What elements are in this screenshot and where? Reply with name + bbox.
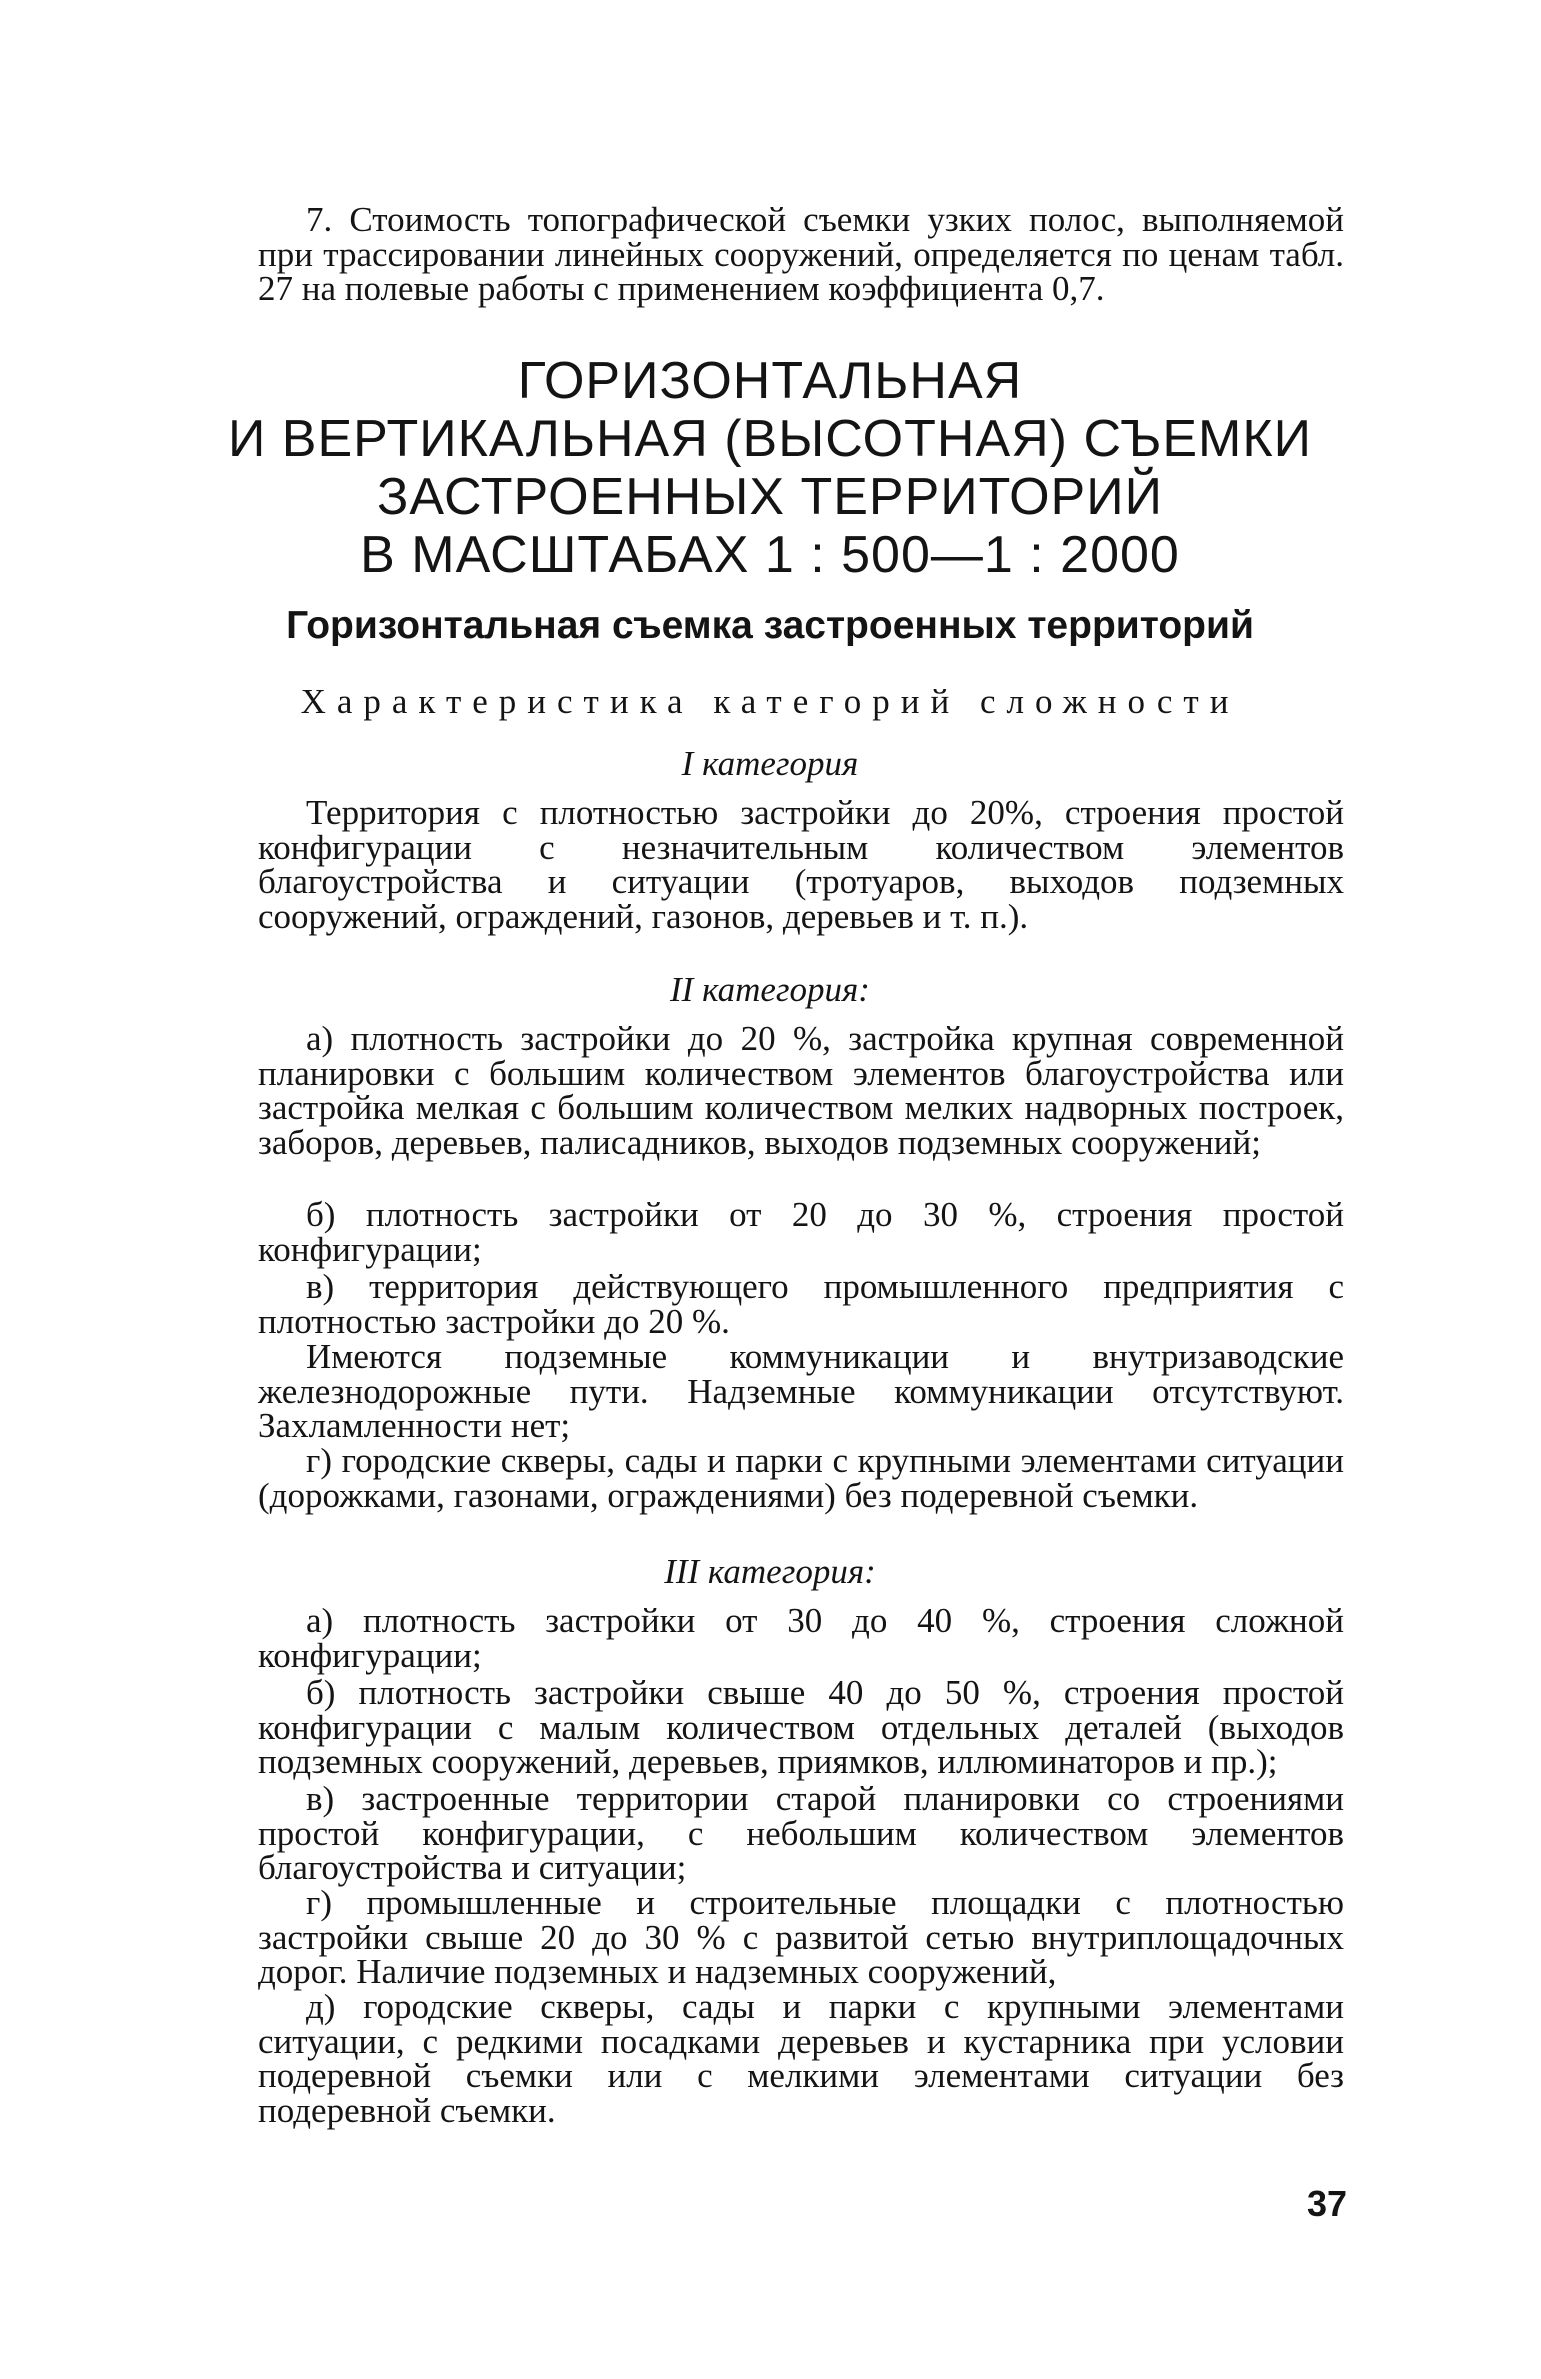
- main-title-line-3: ЗАСТРОЕННЫХ ТЕРРИТОРИЙ: [377, 468, 1163, 526]
- category-3-heading: III категория:: [664, 1552, 876, 1591]
- category-3-item-e: д) городские скверы, сады и парки с крупными элементами ситуации, с редкими посадками деревьев и кустарника при условии подеревной съемки или с мелкими элементами ситуации без подеревной съемки.: [258, 1987, 1344, 2130]
- intro-paragraph: 7. Стоимость топографической съемки узких полос, выполняемой при трассировании линейных сооружений, определяется по ценам табл. 27 на полевые работы с применением коэффициента 0,7.: [258, 200, 1344, 308]
- main-title-line-2: И ВЕРТИКАЛЬНАЯ (ВЫСОТНАЯ) СЪЕМКИ: [227, 410, 1313, 468]
- category-3-item-b: б) плотность застройки свыше 40 до 50 %, строения простой конфигурации с малым количеством отдельных деталей (выходов подземных сооружений, деревьев, приямков, иллюминаторов и пр.);: [258, 1673, 1344, 1781]
- main-title-line-1: ГОРИЗОНТАЛЬНАЯ: [517, 352, 1023, 410]
- category-1-text: Территория с плотностью застройки до 20%, строения простой конфигурации с незначительным количеством элементов благоустройства и ситуации (тротуаров, выходов подземных сооружений, ограждений, газонов, деревьев и т. п.).: [258, 793, 1344, 936]
- category-2-item-a: а) плотность застройки до 20 %, застройка крупная современной планировки с большим количеством элементов благоустройства или застройка мелкая с большим количеством мелких надворных построек, заборов, деревьев, палисадников, выходов подземных сооружений;: [258, 1019, 1344, 1162]
- category-1-heading: I категория: [681, 744, 859, 783]
- main-title-line-4: В МАСШТАБАХ 1 : 500—1 : 2000: [360, 526, 1180, 584]
- category-2-item-d: г) городские скверы, сады и парки с крупными элементами ситуации (дорожками, газонами, ограждениями) без подеревной съемки.: [258, 1441, 1344, 1515]
- subsection-title: Характеристика категорий сложности: [300, 682, 1240, 721]
- category-3-item-a: а) плотность застройки от 30 до 40 %, строения сложной конфигурации;: [258, 1601, 1344, 1675]
- category-2-heading: II категория:: [670, 970, 870, 1009]
- page-number: 37: [1306, 2183, 1347, 2224]
- category-2-item-b: б) плотность застройки от 20 до 30 %, строения простой конфигурации;: [258, 1195, 1344, 1269]
- section-title: Горизонтальная съемка застроенных территорий: [286, 604, 1254, 647]
- category-2-item-c: в) территория действующего промышленного предприятия с плотностью застройки до 20 %.: [258, 1267, 1344, 1341]
- category-3-item-d: г) промышленные и строительные площадки с плотностью застройки свыше 20 до 30 % с развитой сетью внутриплощадочных дорог. Наличие подземных и надземных сооружений,: [258, 1883, 1344, 1991]
- category-3-item-c: в) застроенные территории старой планировки со строениями простой конфигурации, с небольшим количеством элементов благоустройства и ситуации;: [258, 1779, 1344, 1887]
- category-2-note: Имеются подземные коммуникации и внутризаводские железнодорожные пути. Надземные коммуникации отсутствуют. Захламленности нет;: [258, 1337, 1344, 1445]
